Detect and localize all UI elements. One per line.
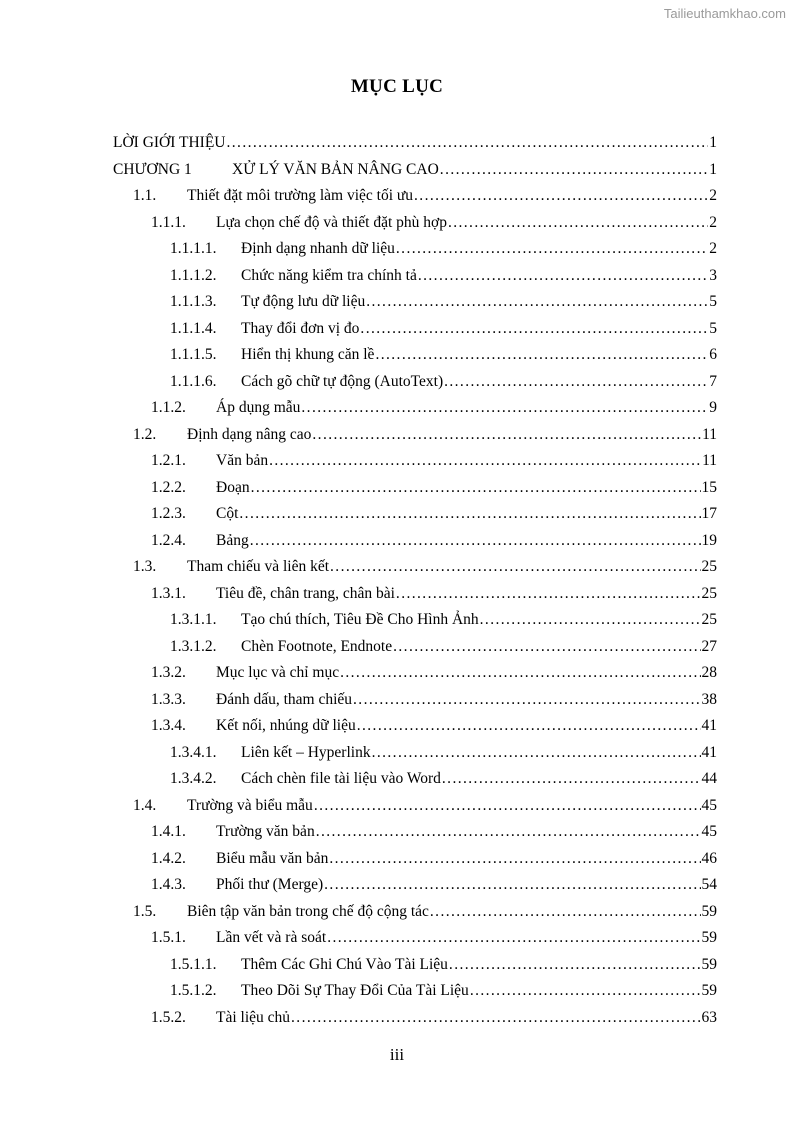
toc-entry-page: 59 (701, 929, 717, 946)
toc-entry-page: 11 (702, 452, 717, 469)
dot-leader (418, 263, 708, 289)
dot-leader (353, 687, 700, 713)
toc-entry[interactable] (113, 157, 717, 183)
dot-leader (357, 713, 701, 739)
toc-entry[interactable] (151, 819, 717, 845)
dot-leader (480, 607, 701, 633)
toc-entry-number: 1.4.2. (151, 849, 186, 867)
toc-entry-page: 25 (701, 584, 717, 602)
toc-entry-title: Trường văn bản (216, 823, 315, 840)
toc-entry-title: Văn bản (216, 452, 269, 469)
toc-entry-page: 59 (701, 982, 717, 999)
dot-leader (269, 448, 701, 474)
toc-entry-number: 1.3. (133, 558, 157, 575)
toc-entry-number: 1.2.2. (151, 478, 186, 496)
toc-entry[interactable] (170, 952, 717, 978)
dot-leader (251, 475, 701, 501)
toc-entry[interactable] (170, 263, 717, 289)
page-number: iii (389, 1045, 405, 1064)
toc-entry[interactable] (170, 766, 717, 792)
dot-leader (291, 1005, 700, 1031)
toc-entry-title: Phối thư (Merge) (216, 876, 324, 893)
dot-leader (330, 554, 700, 580)
dot-leader (250, 528, 701, 554)
toc-entry-page: 2 (709, 240, 717, 257)
toc-entry-page: 63 (701, 1008, 717, 1026)
toc-entry-title: Áp dụng mẫu (216, 399, 301, 416)
toc-entry[interactable] (133, 554, 717, 580)
toc-entry-number: 1.1.1.3. (170, 293, 217, 310)
dot-leader (444, 369, 708, 395)
toc-entry-page: 6 (709, 346, 717, 363)
toc-entry-title: LỜI GIỚI THIỆU (113, 134, 226, 151)
toc-entry[interactable] (151, 501, 717, 527)
dot-leader (448, 210, 708, 236)
toc-entry[interactable] (170, 342, 717, 368)
toc-entry-number: 1.3.2. (151, 664, 186, 681)
toc-entry-page: 54 (701, 876, 717, 893)
toc-entry-title: Theo Dõi Sự Thay Đổi Của Tài Liệu (241, 982, 469, 999)
dot-leader (327, 925, 700, 951)
toc-entry-page: 25 (701, 611, 717, 628)
toc-entry-number: 1.3.4.2. (170, 770, 217, 787)
toc-entry-page: 41 (701, 743, 717, 761)
dot-leader (227, 130, 709, 156)
dot-leader (372, 740, 701, 766)
dot-leader (396, 581, 701, 607)
toc-entry-title: Hiển thị khung căn lề (241, 346, 375, 363)
toc-entry[interactable] (151, 660, 717, 686)
toc-entry-number: 1.2.4. (151, 531, 186, 549)
toc-entry-title: Định dạng nâng cao (187, 425, 312, 443)
toc-entry[interactable] (151, 448, 717, 474)
toc-entry-number: 1.2.1. (151, 452, 186, 469)
toc-entry-title: Đoạn (216, 478, 250, 496)
toc-entry-title: Lựa chọn chế độ và thiết đặt phù hợp (216, 213, 447, 231)
toc-entry-page: 19 (701, 531, 717, 549)
toc-entry-page: 46 (701, 849, 717, 867)
toc-entry-page: 2 (709, 213, 717, 231)
toc-entry[interactable] (151, 395, 717, 421)
dot-leader (396, 236, 708, 262)
toc-entry[interactable] (170, 978, 717, 1004)
toc-entry-page: 45 (701, 796, 717, 814)
toc-entry-title: Bảng (216, 531, 249, 549)
toc-entry-page: 38 (701, 690, 717, 708)
dot-leader (314, 793, 701, 819)
toc-entry[interactable] (133, 183, 717, 209)
toc-entry[interactable] (151, 210, 717, 236)
dot-leader (393, 634, 700, 660)
toc-entry-page: 17 (701, 505, 717, 522)
dot-leader (316, 819, 701, 845)
toc-entry-title: Thiết đặt môi trường làm việc tối ưu (187, 187, 414, 204)
toc-entry[interactable] (133, 899, 717, 925)
toc-entry[interactable] (170, 289, 717, 315)
toc-entry-number: 1.2.3. (151, 505, 186, 522)
toc-entry-number: 1.3.4.1. (170, 743, 217, 761)
toc-entry-title: Chèn Footnote, Endnote (241, 637, 393, 655)
toc-entry-page: 9 (709, 399, 717, 416)
toc-entry-page: 11 (702, 425, 717, 443)
toc-entry[interactable] (151, 713, 717, 739)
toc-entry-number: 1.1. (133, 187, 157, 204)
dot-leader (414, 183, 708, 209)
toc-entry-title: Cách chèn file tài liệu vào Word (241, 770, 441, 787)
toc-entry-number: 1.3.1. (151, 584, 186, 602)
toc-entry[interactable] (151, 1005, 717, 1031)
toc-entry[interactable] (151, 528, 717, 554)
toc-entry-title: Lần vết và rà soát (216, 929, 327, 946)
toc-entry-page: 45 (701, 823, 717, 840)
watermark: Tailieuthamkhao.com (663, 6, 786, 21)
page-title: MỤC LỤC (350, 76, 444, 97)
dot-leader (239, 501, 700, 527)
toc-entry-title: Liên kết – Hyperlink (241, 743, 371, 761)
toc-entry-page: 25 (701, 558, 717, 575)
toc-entry-number: 1.4.3. (151, 876, 186, 893)
toc-entry-number: 1.5.2. (151, 1008, 186, 1026)
toc-entry[interactable] (170, 236, 717, 262)
toc-entry-number: 1.1.1.5. (170, 346, 217, 363)
toc-entry-title: Tự động lưu dữ liệu (241, 293, 366, 310)
toc-entry-page: 7 (709, 372, 717, 390)
toc-entry-page: 59 (701, 902, 717, 920)
toc-entry-number: 1.4.1. (151, 823, 186, 840)
toc-entry-number: 1.1.1.2. (170, 266, 217, 284)
toc-entry-number: 1.5. (133, 902, 157, 920)
dot-leader (329, 846, 700, 872)
toc-entry[interactable] (151, 925, 717, 951)
toc-entry-title: Tham chiếu và liên kết (187, 558, 330, 575)
toc-entry-title: Tạo chú thích, Tiêu Đề Cho Hình Ảnh (241, 611, 479, 628)
toc-entry-title: Mục lục và chỉ mục (216, 664, 340, 681)
toc-entry-page: 44 (701, 770, 717, 787)
toc-entry-title: Chức năng kiểm tra chính tả (241, 266, 417, 284)
toc-entry[interactable] (151, 872, 717, 898)
toc-entry-number: 1.3.1.2. (170, 637, 217, 655)
toc-entry-page: 5 (709, 319, 717, 337)
toc-entry-title: Cách gõ chữ tự động (AutoText) (241, 372, 444, 390)
dot-leader (375, 342, 708, 368)
toc-entry-title: Biên tập văn bản trong chế độ cộng tác (187, 902, 429, 920)
dot-leader (470, 978, 701, 1004)
toc-entry-number: 1.1.1.4. (170, 319, 217, 337)
toc-entry-title: Đánh dấu, tham chiếu (216, 690, 353, 708)
toc-entry-number: 1.1.1. (151, 213, 186, 231)
toc-entry-number: 1.1.2. (151, 399, 186, 416)
toc-entry-title: Tiêu đề, chân trang, chân bài (216, 584, 395, 602)
toc-entry-page: 27 (701, 637, 717, 655)
dot-leader (312, 422, 701, 448)
toc-entry[interactable] (151, 846, 717, 872)
toc-entry-page: 5 (709, 293, 717, 310)
toc-entry-page: 41 (701, 717, 717, 734)
toc-entry-page: 59 (701, 955, 717, 973)
toc-entry-title: Kết nối, nhúng dữ liệu (216, 717, 356, 734)
dot-leader (430, 899, 701, 925)
toc-entry-title: XỬ LÝ VĂN BẢN NÂNG CAO (232, 160, 439, 178)
toc-entry[interactable] (170, 740, 717, 766)
toc-entry-page: 28 (701, 664, 717, 681)
dot-leader (366, 289, 708, 315)
dot-leader (440, 157, 708, 183)
toc-entry-page: 2 (709, 187, 717, 204)
toc-entry-page: 1 (709, 134, 717, 151)
toc-entry[interactable] (170, 369, 717, 395)
toc-entry-number: 1.5.1. (151, 929, 186, 946)
toc-entry-title: Cột (216, 505, 239, 522)
toc-entry-title: Định dạng nhanh dữ liệu (241, 240, 395, 257)
toc-entry-title: Thay đổi đơn vị đo (241, 319, 360, 337)
toc-entry-page: 3 (709, 266, 717, 284)
toc-entry[interactable] (170, 607, 717, 633)
dot-leader (360, 316, 708, 342)
toc-entry-title: Tài liệu chủ (216, 1008, 291, 1026)
dot-leader (324, 872, 700, 898)
toc-entry[interactable] (151, 687, 717, 713)
dot-leader (449, 952, 701, 978)
toc-entry-title: Thêm Các Ghi Chú Vào Tài Liệu (241, 955, 448, 973)
dot-leader (301, 395, 708, 421)
toc-entry-number: 1.1.1.1. (170, 240, 217, 257)
toc-entry-number: 1.3.3. (151, 690, 186, 708)
toc-entry-title: Trường và biểu mẫu (187, 796, 313, 814)
toc-entry-number: 1.1.1.6. (170, 372, 217, 390)
toc-entry-page: 1 (709, 160, 717, 178)
toc-entry[interactable] (133, 793, 717, 819)
toc-entry[interactable] (133, 422, 717, 448)
toc-entry-number: 1.2. (133, 425, 157, 443)
dot-leader (340, 660, 700, 686)
toc-entry[interactable] (170, 634, 717, 660)
toc-entry-page: 15 (701, 478, 717, 496)
toc-entry-number: 1.5.1.2. (170, 982, 217, 999)
toc-entry-title: Biểu mẫu văn bản (216, 849, 329, 867)
dot-leader (442, 766, 701, 792)
toc-entry-number: 1.3.1.1. (170, 611, 217, 628)
toc-entry[interactable] (113, 130, 717, 156)
toc-entry-number: 1.4. (133, 796, 157, 814)
toc-entry[interactable] (170, 316, 717, 342)
toc-entry-number: 1.3.4. (151, 717, 186, 734)
toc-entry[interactable] (151, 475, 717, 501)
toc-entry-number: CHƯƠNG 1 (113, 160, 192, 178)
toc-entry-number: 1.5.1.1. (170, 955, 217, 973)
toc-entry[interactable] (151, 581, 717, 607)
